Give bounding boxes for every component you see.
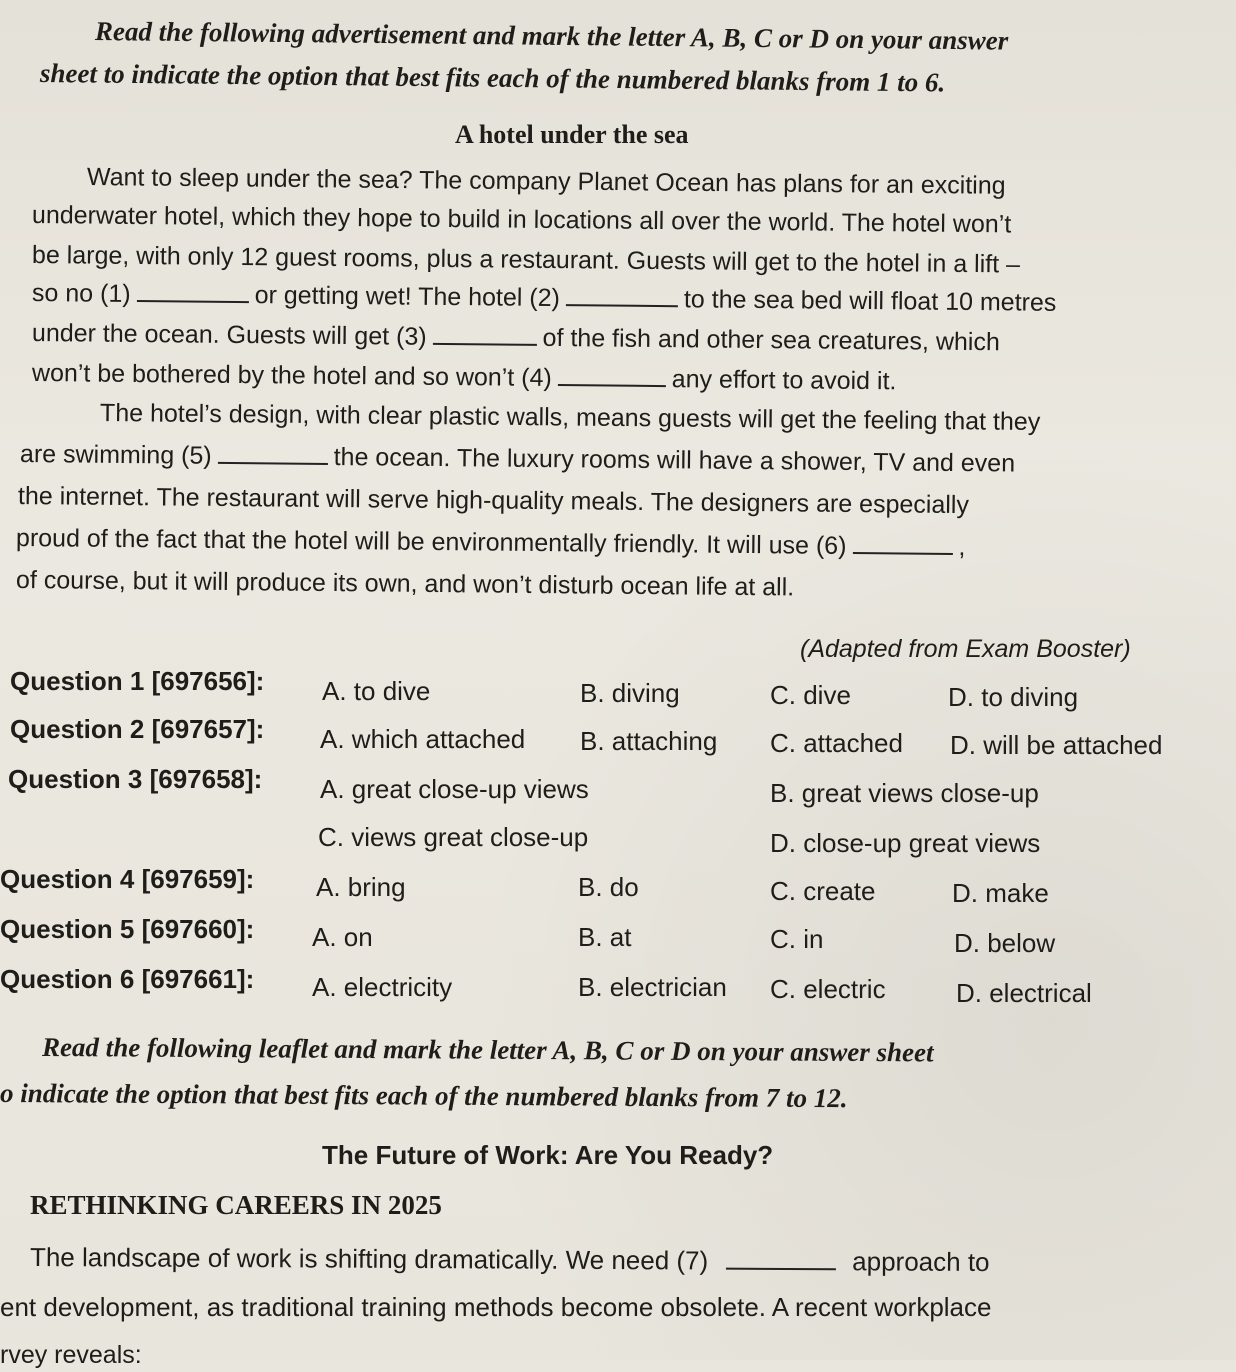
question-6-option-d[interactable]: D. electrical	[956, 978, 1092, 1008]
blank-2	[566, 282, 678, 307]
passage-line-5	[32, 316, 1000, 359]
question-5-option-c[interactable]: C. in	[770, 924, 824, 954]
passage-line-2: underwater hotel, which they hope to build in locations all over the world. The hotel won’t	[31, 201, 1012, 239]
question-1-option-a[interactable]: A. to dive	[322, 676, 431, 706]
instructions-line-1: Read the following advertisement and mark the letter A, B, C or D on your answer	[94, 16, 1009, 56]
passage-line-4-part-c: to the sea bed will float 10 metres	[683, 285, 1057, 317]
instructions-2-line-1: Read the following leaflet and mark the letter A, B, C or D on your answer sheet	[41, 1032, 934, 1068]
passage-2-title: The Future of Work: Are You Ready?	[322, 1140, 774, 1170]
passage-2-heading: RETHINKING CAREERS IN 2025	[30, 1190, 442, 1220]
passage-line-4	[32, 276, 1057, 320]
question-4-option-a[interactable]: A. bring	[316, 872, 406, 902]
question-1-option-b[interactable]: B. diving	[580, 678, 680, 708]
question-1-option-d[interactable]: D. to diving	[948, 682, 1079, 712]
question-5-label: Question 5 [697660]:	[0, 914, 255, 944]
passage-line-8-part-a: are swimming (5)	[19, 440, 212, 470]
passage-2-line-3: rvey reveals:	[0, 1341, 142, 1369]
question-5-option-a[interactable]: A. on	[312, 922, 373, 952]
blank-4	[558, 362, 666, 387]
instructions-line-2: sheet to indicate the option that best fits each of the numbered blanks from 1 to 6.	[39, 58, 946, 98]
question-2-option-b[interactable]: B. attaching	[580, 726, 718, 756]
passage-line-6-part-b: any effort to avoid it.	[671, 365, 897, 396]
question-4-option-b[interactable]: B. do	[578, 872, 639, 902]
question-2-option-d[interactable]: D. will be attached	[950, 730, 1163, 760]
question-2-option-a[interactable]: A. which attached	[320, 724, 526, 754]
question-4-option-d[interactable]: D. make	[952, 878, 1049, 908]
question-1-label: Question 1 [697656]:	[10, 666, 265, 696]
passage-line-10	[16, 521, 966, 564]
question-5-option-b[interactable]: B. at	[578, 922, 632, 952]
blank-7	[726, 1246, 836, 1271]
passage-title: A hotel under the sea	[455, 120, 689, 149]
passage-line-8-part-b: the ocean. The luxury rooms will have a shower, TV and even	[333, 443, 1016, 478]
question-2-label: Question 2 [697657]:	[10, 714, 265, 744]
blank-1	[137, 278, 249, 303]
passage-line-4-part-a: so no (1)	[31, 279, 131, 308]
passage-2-line-1-part-a: The landscape of work is shifting dramatically. We need (7)	[29, 1242, 709, 1276]
question-4-option-c[interactable]: C. create	[770, 876, 876, 906]
passage-line-4-part-b: or getting wet! The hotel (2)	[254, 281, 561, 313]
passage-line-10-part-a: proud of the fact that the hotel will be environmentally friendly. It will use (6)	[15, 524, 847, 560]
passage-line-6-part-a: won’t be bothered by the hotel and so won’t (4)	[31, 359, 552, 392]
passage-line-5-part-a: under the ocean. Guests will get (3)	[31, 319, 427, 351]
question-6-option-b[interactable]: B. electrician	[578, 972, 727, 1002]
question-3-option-c[interactable]: C. views great close-up	[318, 822, 589, 852]
passage-line-3: be large, with only 12 guest rooms, plus a restaurant. Guests will get to the hotel in a lift –	[31, 241, 1021, 279]
question-3-option-a[interactable]: A. great close-up views	[320, 774, 589, 804]
passage-line-11: of course, but it will produce its own, and won’t disturb ocean life at all.	[15, 566, 795, 602]
question-4-label: Question 4 [697659]:	[0, 864, 255, 894]
question-6-option-c[interactable]: C. electric	[770, 974, 886, 1004]
instructions-2-line-2: o indicate the option that best fits each of the numbered blanks from 7 to 12.	[0, 1078, 848, 1114]
passage-2-line-2: ent development, as traditional training methods become obsolete. A recent workplace	[0, 1292, 992, 1322]
passage-line-10-part-b: ,	[958, 533, 966, 562]
question-3-option-b[interactable]: B. great views close-up	[770, 778, 1039, 808]
passage-line-5-part-b: of the fish and other sea creatures, which	[542, 323, 1000, 357]
passage-line-8	[20, 437, 1015, 481]
passage-line-9: the internet. The restaurant will serve high-quality meals. The designers are especially	[17, 482, 970, 520]
passage-line-7: The hotel’s design, with clear plastic walls, means guests will get the feeling that they	[99, 399, 1041, 437]
question-1-option-c[interactable]: C. dive	[770, 680, 851, 710]
blank-3	[433, 321, 537, 346]
blank-5	[218, 440, 328, 465]
passage-line-1: Want to sleep under the sea? The company Planet Ocean has plans for an exciting	[86, 163, 1006, 200]
question-3-option-d[interactable]: D. close-up great views	[770, 828, 1041, 858]
question-6-option-a[interactable]: A. electricity	[312, 972, 453, 1002]
question-5-option-d[interactable]: D. below	[954, 928, 1056, 958]
passage-line-6	[32, 356, 897, 398]
passage-2-line-1-part-b: approach to	[852, 1246, 990, 1278]
passage-2-line-1	[30, 1240, 990, 1279]
question-3-label: Question 3 [697658]:	[8, 764, 263, 794]
blank-6	[852, 530, 952, 555]
question-6-label: Question 6 [697661]:	[0, 964, 255, 994]
question-2-option-c[interactable]: C. attached	[770, 728, 903, 758]
passage-source: (Adapted from Exam Booster)	[800, 635, 1131, 663]
